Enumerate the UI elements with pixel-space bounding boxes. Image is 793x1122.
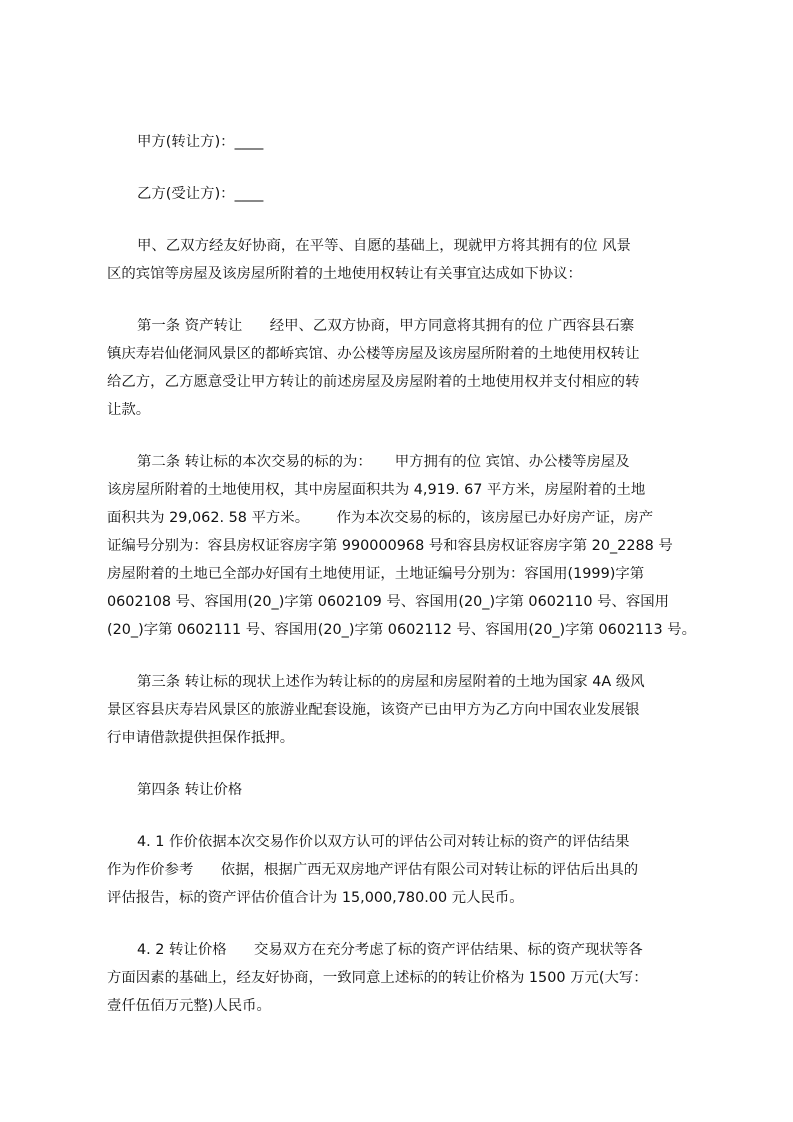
clause42-line: 方面因素的基础上，经友好协商，一致同意上述标的的转让价格为 1500 万元(大写：: [107, 970, 648, 986]
intro-line: 区的宾馆等房屋及该房屋所附着的土地使用权转让有关事宜达成如下协议：: [107, 266, 582, 282]
party-b-line: 乙方(受让方)：____: [137, 186, 264, 202]
article3-line: 景区容县庆寿岩风景区的旅游业配套设施，该资产已由甲方为乙方向中国农业发展银: [107, 702, 640, 718]
article1-line: 让款。: [107, 402, 151, 418]
article2-line: 第二条 转让标的本次交易的标的为： 甲方拥有的位 宾馆、办公楼等房屋及: [137, 454, 630, 470]
article2-line: (20_)字第 0602111 号、容国用(20_)字第 0602112 号、容国用(20_)字第 0602113 号。: [107, 622, 696, 638]
intro-line: 甲、乙双方经友好协商，在平等、自愿的基础上，现就甲方将其拥有的位 风景: [137, 238, 631, 254]
article3-line: 第三条 转让标的现状上述作为转让标的的房屋和房屋附着的土地为国家 4A 级风: [137, 674, 645, 690]
article2-line: 0602108 号、容国用(20_)字第 0602109 号、容国用(20_)字第 0602110 号、容国用: [107, 594, 670, 610]
clause42-line: 4. 2 转让价格 交易双方在充分考虑了标的资产评估结果、标的资产现状等各: [137, 942, 643, 958]
article1-line: 给乙方，乙方愿意受让甲方转让的前述房屋及房屋附着的土地使用权并支付相应的转: [107, 374, 640, 390]
article3-line: 行申请借款提供担保作抵押。: [107, 730, 295, 746]
article2-line: 面积共为 29,062. 58 平方米。 作为本次交易的标的，该房屋已办好房产证，房产: [107, 510, 654, 526]
article1-line: 第一条 资产转让 经甲、乙双方协商，甲方同意将其拥有的位 广西容县石寨: [137, 318, 635, 334]
article4-title: 第四条 转让价格: [137, 782, 243, 798]
article2-line: 该房屋所附着的土地使用权，其中房屋面积共为 4,919. 67 平方米，房屋附着的土地: [107, 482, 646, 498]
clause41-line: 评估报告，标的资产评估价值合计为 15,000,780.00 元人民币。: [107, 890, 524, 906]
article1-line: 镇庆寿岩仙佬洞风景区的都峤宾馆、办公楼等房屋及该房屋所附着的土地使用权转让: [107, 346, 640, 362]
party-a-line: 甲方(转让方)：____: [137, 134, 264, 150]
clause41-line: 4. 1 作价依据本次交易作价以双方认可的评估公司对转让标的资产的评估结果: [137, 834, 630, 850]
article2-line: 房屋附着的土地已全部办好国有土地使用证，土地证编号分别为：容国用(1999)字第: [107, 566, 645, 582]
clause41-line: 作为作价参考 依据，根据广西无双房地产评估有限公司对转让标的评估后出具的: [107, 862, 639, 878]
clause42-line: 壹仟伍佰万元整)人民币。: [107, 998, 271, 1014]
article2-line: 证编号分别为：容县房权证容房字第 990000968 号和容县房权证容房字第 20_2288 号: [107, 538, 673, 554]
